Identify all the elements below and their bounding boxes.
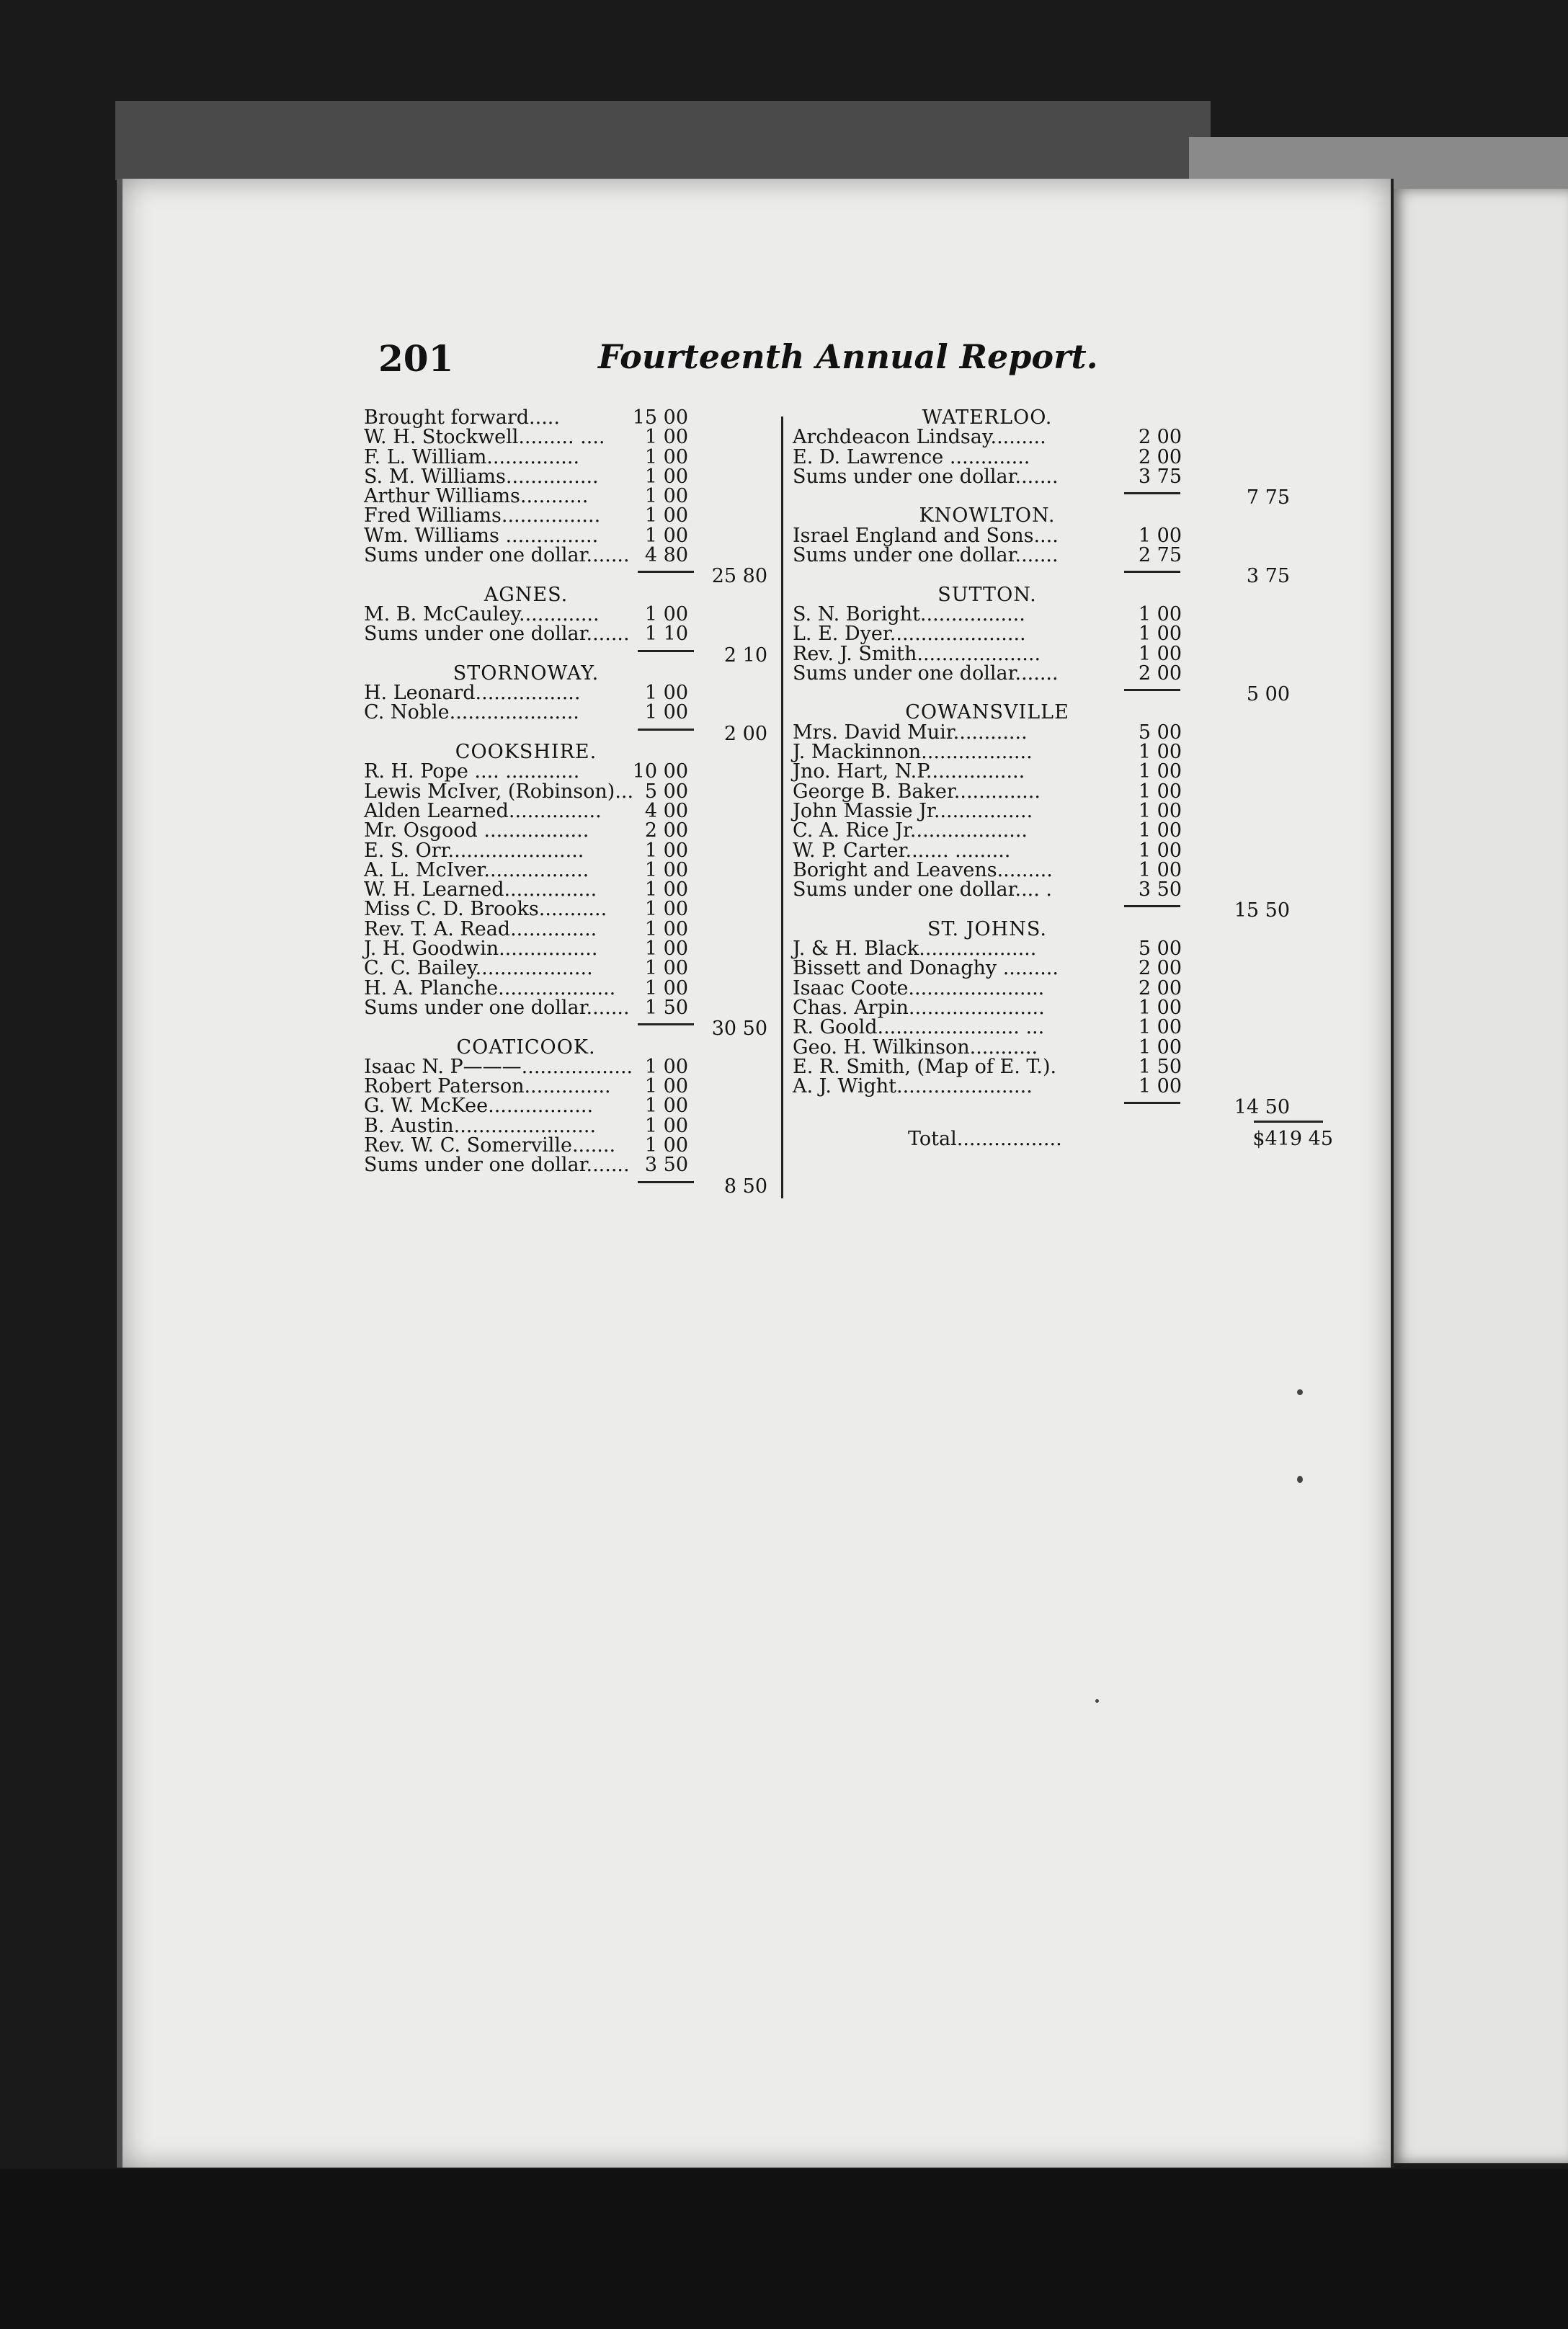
column-divider (781, 417, 783, 1198)
entry-amount: 2 00 (1138, 426, 1182, 449)
entry-row (364, 799, 688, 822)
entry-row (793, 958, 1218, 978)
entry-row (364, 938, 688, 961)
entry-row (793, 447, 1218, 467)
left-column (364, 406, 767, 1198)
entry-amount: 4 00 (644, 799, 688, 822)
entry-name: L. E. Dyer...................... (793, 623, 1026, 646)
entry-amount: 1 00 (644, 524, 688, 547)
section-title: ST. JOHNS. (927, 917, 1047, 940)
entry-name: M. B. McCauley............. (364, 602, 600, 625)
entry-amount: 1 00 (644, 858, 688, 881)
entry-row (793, 624, 1218, 644)
entry-name: Robert Paterson.............. (364, 1075, 611, 1098)
entry-row (793, 841, 1218, 860)
entry-name: George B. Baker.............. (793, 780, 1041, 803)
entry-amount: 1 50 (644, 996, 688, 1019)
entry-row (364, 485, 688, 508)
entry-amount: 1 00 (1138, 996, 1182, 1019)
entry-name: Rev. T. A. Read.............. (364, 917, 597, 940)
subtotal-rule (638, 729, 694, 731)
entry-row (793, 801, 1218, 821)
entry-row (793, 545, 1218, 565)
entry-amount: 2 00 (644, 819, 688, 842)
entry-amount: 1 00 (1138, 1036, 1182, 1059)
entry-name: R. H. Pope .... ............ (364, 760, 580, 783)
entry-row (364, 839, 688, 862)
entry-name: Miss C. D. Brooks........... (364, 898, 607, 921)
subtotal-rule (638, 1023, 694, 1025)
entry-name: J. H. Goodwin................ (364, 938, 598, 961)
entry-amount: 1 00 (644, 445, 688, 468)
entry-row (364, 1075, 688, 1098)
section-title: SUTTON. (937, 583, 1037, 606)
subtotal-row (364, 644, 767, 667)
entry-name: H. A. Planche................... (364, 976, 616, 999)
speck (1297, 1476, 1303, 1483)
entry-amount: 1 00 (644, 976, 688, 999)
subtotal-value: 2 00 (723, 722, 767, 745)
entry-name: E. D. Lawrence ............. (793, 445, 1030, 468)
entry-amount: 2 00 (1138, 957, 1182, 980)
entry-row (793, 821, 1218, 840)
total-label: Total................. (908, 1127, 1062, 1150)
subtotal-row (364, 722, 767, 745)
entry-name: Sums under one dollar.... . (793, 878, 1053, 901)
entry-amount: 1 00 (1138, 741, 1182, 764)
entry-row (364, 1114, 688, 1137)
entry-name: John Massie Jr................ (793, 799, 1033, 822)
subtotal-value: 25 80 (711, 565, 767, 588)
entry-amount: 1 00 (644, 426, 688, 449)
entry-amount: 1 00 (1138, 780, 1182, 803)
entry-name: Sums under one dollar....... (793, 465, 1059, 488)
entry-name: Lewis McIver, (Robinson)... (364, 780, 634, 803)
subtotal-value: 14 50 (1234, 1096, 1290, 1119)
entry-amount: 1 00 (644, 485, 688, 508)
entry-row (793, 998, 1218, 1017)
entry-row (793, 860, 1218, 880)
entry-row (364, 957, 688, 980)
subtotal-value: 3 75 (1246, 565, 1290, 588)
entry-row (364, 1154, 688, 1177)
running-title: Fourteenth Annual Report. (598, 337, 1098, 376)
entry-row (364, 623, 688, 646)
entry-name: H. Leonard................. (364, 682, 581, 705)
entry-amount: 1 50 (1138, 1055, 1182, 1078)
entry-row (364, 426, 688, 449)
entry-row (793, 664, 1218, 683)
entry-row (793, 526, 1218, 545)
subtotal-rule (1124, 571, 1180, 573)
entry-row (364, 819, 688, 842)
entry-amount: 1 00 (644, 938, 688, 961)
subtotal-row (364, 1175, 767, 1198)
entry-amount: 2 75 (1138, 544, 1182, 567)
entry-name: C. C. Bailey................... (364, 957, 593, 980)
entry-row (793, 1057, 1218, 1077)
entry-name: Sums under one dollar....... (793, 544, 1059, 567)
entry-amount: 1 10 (644, 623, 688, 646)
entry-row (364, 544, 688, 567)
entry-row (793, 762, 1218, 781)
entry-amount: 1 00 (1138, 524, 1182, 547)
entry-amount: 1 00 (1138, 760, 1182, 783)
entry-name: Boright and Leavens......... (793, 858, 1053, 881)
total-row (793, 1121, 1333, 1150)
speck (1095, 1699, 1099, 1703)
entry-name: Israel England and Sons.... (793, 524, 1059, 547)
entry-name: J. & H. Black................... (793, 938, 1037, 961)
entry-row (364, 996, 688, 1019)
subtotal-value: 5 00 (1246, 683, 1290, 706)
entry-row (793, 602, 1218, 625)
entry-row (793, 938, 1218, 961)
entry-name: Geo. H. Wilkinson........... (793, 1036, 1038, 1059)
subtotal-value: 7 75 (1246, 486, 1290, 509)
entry-amount: 1 00 (644, 957, 688, 980)
entry-row (364, 917, 688, 940)
entry-name: Mr. Osgood ................. (364, 819, 589, 842)
entry-name: Jno. Hart, N.P................ (793, 760, 1025, 783)
entry-name: B. Austin....................... (364, 1114, 597, 1137)
subtotal-row (793, 683, 1290, 706)
entry-row (793, 976, 1218, 999)
entry-row (364, 504, 688, 527)
page-number: 201 (378, 337, 454, 380)
entry-amount: 1 00 (644, 1114, 688, 1137)
entry-amount: 1 00 (1138, 858, 1182, 881)
entry-amount: 1 00 (644, 1134, 688, 1157)
entry-amount: 2 00 (1138, 976, 1182, 999)
right-column (793, 406, 1333, 1150)
entry-amount: 3 75 (1138, 465, 1182, 488)
entry-name: C. A. Rice Jr................... (793, 819, 1028, 842)
subtotal-row (793, 565, 1290, 588)
entry-name: Rev. W. C. Somerville....... (364, 1134, 616, 1157)
entry-row (364, 1055, 688, 1078)
entry-name: Chas. Arpin...................... (793, 996, 1045, 1019)
entry-amount: 10 00 (632, 760, 688, 783)
subtotal-rule (638, 1181, 694, 1183)
entry-row (793, 880, 1218, 899)
entry-amount: 1 00 (644, 602, 688, 625)
entry-amount: 1 00 (1138, 1016, 1182, 1039)
entry-row (364, 701, 688, 724)
entry-amount: 3 50 (1138, 878, 1182, 901)
section-title: STORNOWAY. (453, 662, 600, 685)
section-title: WATERLOO. (922, 406, 1053, 429)
subtotal-row (793, 899, 1290, 922)
subtotal-rule (1124, 492, 1180, 494)
entry-row (364, 602, 688, 625)
entry-amount: 1 00 (1138, 602, 1182, 625)
section-title: COATICOOK. (456, 1036, 596, 1059)
entry-name: Sums under one dollar....... (793, 662, 1059, 685)
entry-name: A. J. Wight...................... (793, 1075, 1033, 1098)
entry-row (793, 427, 1218, 447)
subtotal-rule (1124, 1102, 1180, 1104)
speck (1297, 1389, 1303, 1395)
entry-amount: 1 00 (1138, 799, 1182, 822)
entry-amount: 1 00 (1138, 642, 1182, 665)
entry-name: Isaac Coote...................... (793, 976, 1045, 999)
total-rule (1254, 1121, 1323, 1123)
entry-row (364, 524, 688, 547)
entry-name: Archdeacon Lindsay......... (793, 426, 1046, 449)
subtotal-rule (638, 571, 694, 573)
entry-amount: 1 00 (644, 682, 688, 705)
entry-amount: 1 00 (644, 1095, 688, 1118)
entry-amount: 1 00 (1138, 623, 1182, 646)
section-title: AGNES. (484, 583, 569, 606)
page-header (122, 337, 1391, 395)
background-bottom (0, 2169, 1568, 2329)
subtotal-row (364, 565, 767, 588)
entry-name: Mrs. David Muir............ (793, 721, 1028, 744)
entry-row (364, 1134, 688, 1157)
subtotal-rule (1124, 905, 1180, 907)
subtotal-value: 2 10 (723, 644, 767, 667)
entry-amount: 15 00 (632, 406, 688, 429)
entry-row (793, 742, 1218, 762)
section-title: COWANSVILLE (905, 701, 1069, 724)
entry-amount: 1 00 (644, 465, 688, 488)
entry-name: G. W. McKee................. (364, 1095, 594, 1118)
entry-row (364, 858, 688, 881)
facing-page (1391, 189, 1568, 2163)
subtotal-value: 8 50 (723, 1175, 767, 1198)
entry-name: Fred Williams................ (364, 504, 601, 527)
entry-amount: 5 00 (1138, 721, 1182, 744)
entry-row (793, 1077, 1218, 1096)
entry-name: E. S. Orr...................... (364, 839, 584, 862)
entry-name: S. N. Boright................. (793, 602, 1025, 625)
entry-amount: 1 00 (644, 1075, 688, 1098)
entry-name: Isaac N. P———.................. (364, 1055, 633, 1078)
entry-row (793, 1038, 1218, 1057)
entry-row (364, 760, 688, 783)
entry-name: W. H. Stockwell......... .... (364, 426, 605, 449)
total-value: $419 45 (1252, 1127, 1333, 1150)
entry-amount: 1 00 (1138, 1075, 1182, 1098)
entry-name: Brought forward..... (364, 406, 560, 429)
entry-amount: 1 00 (644, 1055, 688, 1078)
entry-name: Sums under one dollar....... (364, 996, 630, 1019)
entry-row (364, 682, 688, 705)
entry-amount: 1 00 (1138, 819, 1182, 842)
entry-name: R. Goold....................... ... (793, 1016, 1045, 1039)
entry-amount: 5 00 (1138, 938, 1182, 961)
entry-amount: 1 00 (644, 898, 688, 921)
entry-name: A. L. McIver................. (364, 858, 589, 881)
entry-row (364, 445, 688, 468)
entry-row (364, 1095, 688, 1118)
subtotal-value: 30 50 (711, 1017, 767, 1041)
entry-amount: 1 00 (644, 917, 688, 940)
entry-row (364, 406, 688, 429)
entry-amount: 1 00 (644, 504, 688, 527)
entry-amount: 3 50 (644, 1154, 688, 1177)
entry-name: J. Mackinnon.................. (793, 741, 1033, 764)
entry-amount: 1 00 (644, 878, 688, 901)
subtotal-rule (638, 650, 694, 652)
entry-name: W. P. Carter....... ......... (793, 839, 1011, 862)
entry-name: Arthur Williams........... (364, 485, 589, 508)
background-strip (115, 101, 1211, 180)
entry-name: Alden Learned............... (364, 799, 602, 822)
entry-row (364, 465, 688, 488)
entry-row (364, 878, 688, 901)
entry-name: Sums under one dollar....... (364, 623, 630, 646)
subtotal-row (793, 1096, 1290, 1119)
entry-amount: 1 00 (644, 839, 688, 862)
entry-name: Bissett and Donaghy ......... (793, 957, 1059, 980)
entry-row (793, 467, 1218, 486)
entry-name: Sums under one dollar....... (364, 1154, 630, 1177)
entry-name: S. M. Williams............... (364, 465, 599, 488)
entry-row (793, 1017, 1218, 1037)
section-title: KNOWLTON. (919, 504, 1056, 527)
document-page (122, 179, 1391, 2168)
subtotal-rule (1124, 689, 1180, 691)
entry-row (364, 780, 688, 803)
section-title: COOKSHIRE. (455, 741, 597, 764)
entry-name: Rev. J. Smith.................... (793, 642, 1041, 665)
entry-amount: 1 00 (1138, 839, 1182, 862)
subtotal-row (793, 486, 1290, 509)
entry-name: F. L. William............... (364, 445, 580, 468)
entry-amount: 2 00 (1138, 445, 1182, 468)
entry-amount: 5 00 (644, 780, 688, 803)
entry-amount: 1 00 (644, 701, 688, 724)
entry-row (364, 898, 688, 921)
entry-name: W. H. Learned............... (364, 878, 597, 901)
entry-row (793, 644, 1218, 664)
entry-amount: 4 80 (644, 544, 688, 567)
entry-name: E. R. Smith, (Map of E. T.). (793, 1055, 1057, 1078)
subtotal-value: 15 50 (1234, 899, 1290, 922)
entry-row (793, 723, 1218, 742)
entry-name: Sums under one dollar....... (364, 544, 630, 567)
entry-amount: 2 00 (1138, 662, 1182, 685)
entry-row (364, 976, 688, 999)
entry-name: Wm. Williams ............... (364, 524, 599, 547)
entry-name: C. Noble..................... (364, 701, 579, 724)
entry-row (793, 782, 1218, 801)
subtotal-row (364, 1017, 767, 1041)
